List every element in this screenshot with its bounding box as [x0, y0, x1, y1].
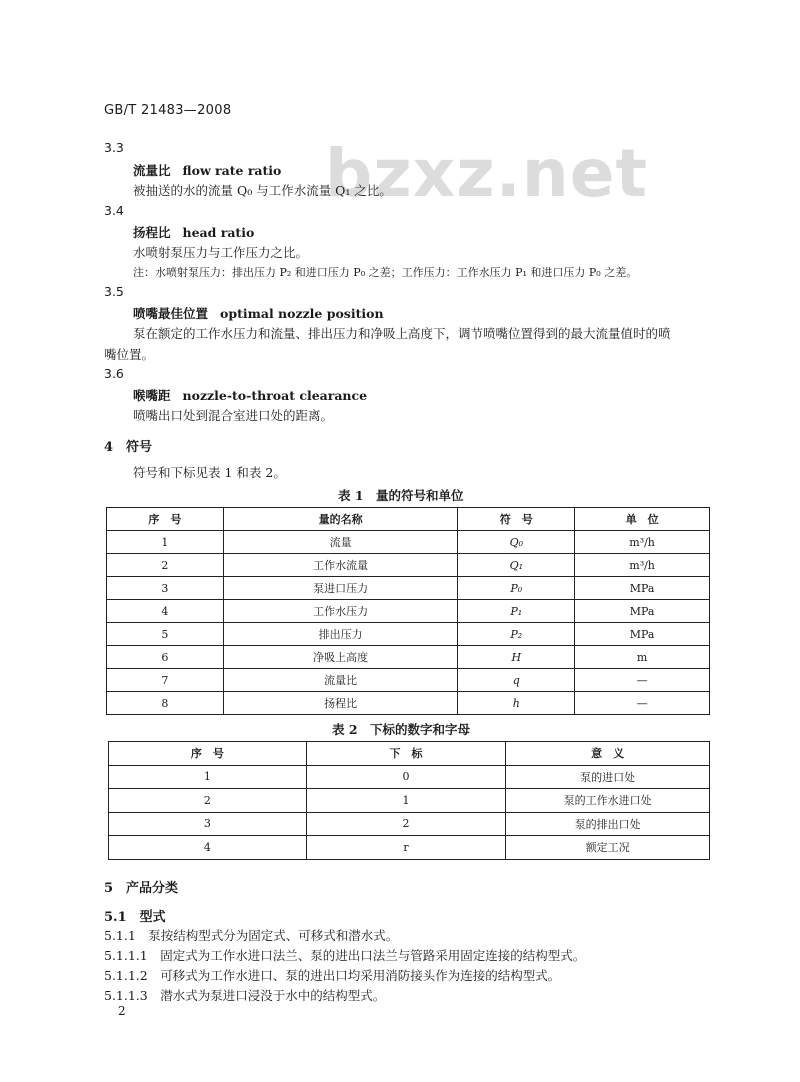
- table-cell: 工作水流量: [223, 554, 458, 577]
- table-cell: 0: [306, 765, 506, 789]
- table-cell: 1: [107, 531, 224, 554]
- term-en: head ratio: [182, 225, 255, 240]
- table-row: [107, 623, 710, 646]
- column-header: 下 标: [306, 742, 506, 766]
- term-cn: 喉嘴距: [133, 388, 171, 403]
- table-row: [109, 812, 710, 836]
- definition: 水喷射泵压力与工作压力之比。: [133, 245, 309, 260]
- table-row: [107, 646, 710, 669]
- table-cell: m³/h: [575, 554, 710, 577]
- table-row: [107, 692, 710, 715]
- table-cell: 额定工况: [506, 836, 710, 860]
- table-cell: m: [575, 646, 710, 669]
- table-cell: 2: [306, 812, 506, 836]
- clause: 5.1.1 泵按结构型式分为固定式、可移式和潜水式。: [104, 928, 399, 943]
- column-header: 符 号: [458, 508, 575, 531]
- page-number: 2: [118, 1004, 126, 1018]
- term-en: nozzle-to-throat clearance: [182, 388, 368, 403]
- clause: 5.1.1.1 固定式为工作水进口法兰、泵的进出口法兰与管路采用固定连接的结构型式。: [104, 948, 586, 963]
- definition-line-2: 嘴位置。: [104, 347, 155, 362]
- table-header-row: [109, 742, 710, 766]
- table-cell: P₀: [458, 577, 575, 600]
- table-cell: 流量: [223, 531, 458, 554]
- term-cn: 扬程比: [133, 225, 171, 240]
- watermark: bzxz.net: [325, 135, 649, 212]
- table-cell: 工作水压力: [223, 600, 458, 623]
- table-cell: 7: [107, 669, 224, 692]
- table-caption: 表 1 量的符号和单位: [338, 488, 464, 503]
- table-row: [107, 531, 710, 554]
- clause-number: 3.4: [104, 203, 124, 218]
- table-cell: 净吸上高度: [223, 646, 458, 669]
- table-cell: 流量比: [223, 669, 458, 692]
- table-row: [107, 577, 710, 600]
- table-cell: H: [458, 646, 575, 669]
- table-cell: m³/h: [575, 531, 710, 554]
- symbols-units-table: [106, 507, 710, 715]
- clause-number: 3.3: [104, 140, 124, 155]
- table-cell: MPa: [575, 623, 710, 646]
- definition: 被抽送的水的流量 Q₀ 与工作水流量 Q₁ 之比。: [133, 183, 392, 198]
- note: 注：水喷射泵压力：排出压力 P₂ 和进口压力 P₀ 之差；工作压力：工作水压力 P₁ 和进口压力 P₀ 之差。: [133, 266, 638, 279]
- column-header: 序 号: [107, 508, 224, 531]
- table-cell: —: [575, 669, 710, 692]
- term-en: optimal nozzle position: [220, 306, 384, 321]
- table-row: [109, 789, 710, 813]
- definition-line-1: 泵在额定的工作水压力和流量、排出压力和净吸上高度下，调节喷嘴位置得到的最大流量值时的喷: [133, 326, 671, 341]
- column-header: 量的名称: [223, 508, 458, 531]
- table-cell: Q₁: [458, 554, 575, 577]
- table-cell: MPa: [575, 600, 710, 623]
- term-cn: 喷嘴最佳位置: [133, 306, 209, 321]
- clause-number: 3.5: [104, 284, 124, 299]
- table-cell: 3: [109, 812, 307, 836]
- table-cell: 5: [107, 623, 224, 646]
- table-cell: 泵进口压力: [223, 577, 458, 600]
- definition: 喷嘴出口处到混合室进口处的距离。: [133, 408, 334, 423]
- table-cell: 6: [107, 646, 224, 669]
- clause: 5.1.1.2 可移式为工作水进口、泵的进出口均采用消防接头作为连接的结构型式。: [104, 968, 561, 983]
- table-caption: 表 2 下标的数字和字母: [332, 722, 471, 737]
- table-cell: 扬程比: [223, 692, 458, 715]
- column-header: 单 位: [575, 508, 710, 531]
- section-heading: 5 产品分类: [104, 881, 179, 896]
- column-header: 意 义: [506, 742, 710, 766]
- column-header: 序 号: [109, 742, 307, 766]
- paragraph: 符号和下标见表 1 和表 2。: [133, 465, 286, 480]
- table-cell: 3: [107, 577, 224, 600]
- table-cell: 泵的工作水进口处: [506, 789, 710, 813]
- table-row: [109, 836, 710, 860]
- table-cell: MPa: [575, 577, 710, 600]
- table-cell: 1: [109, 765, 307, 789]
- term-heading: [133, 161, 281, 179]
- table-cell: 泵的进口处: [506, 765, 710, 789]
- table-row: [107, 600, 710, 623]
- table-cell: 8: [107, 692, 224, 715]
- table-cell: 2: [107, 554, 224, 577]
- section-heading: 4 符号: [104, 440, 153, 455]
- table-cell: 4: [107, 600, 224, 623]
- table-row: [109, 765, 710, 789]
- table-cell: q: [458, 669, 575, 692]
- term-cn: 流量比: [133, 163, 171, 178]
- table-cell: 1: [306, 789, 506, 813]
- term-en: flow rate ratio: [182, 163, 282, 178]
- term-heading: [133, 386, 367, 404]
- table-cell: 2: [109, 789, 307, 813]
- table-cell: Q₀: [458, 531, 575, 554]
- table-row: [107, 669, 710, 692]
- table-row: [107, 554, 710, 577]
- clause: 5.1.1.3 潜水式为泵进口浸没于水中的结构型式。: [104, 988, 386, 1003]
- standard-code: GB/T 21483—2008: [104, 103, 232, 118]
- subsection-heading: 5.1 型式: [104, 910, 166, 925]
- table-cell: P₂: [458, 623, 575, 646]
- table-cell: 泵的排出口处: [506, 812, 710, 836]
- table-cell: —: [575, 692, 710, 715]
- term-heading: [133, 304, 384, 322]
- subscripts-table: [108, 741, 710, 860]
- table-cell: h: [458, 692, 575, 715]
- table-cell: r: [306, 836, 506, 860]
- table-cell: 4: [109, 836, 307, 860]
- table-header-row: [107, 508, 710, 531]
- table-cell: P₁: [458, 600, 575, 623]
- table-cell: 排出压力: [223, 623, 458, 646]
- term-heading: [133, 223, 254, 241]
- clause-number: 3.6: [104, 366, 124, 381]
